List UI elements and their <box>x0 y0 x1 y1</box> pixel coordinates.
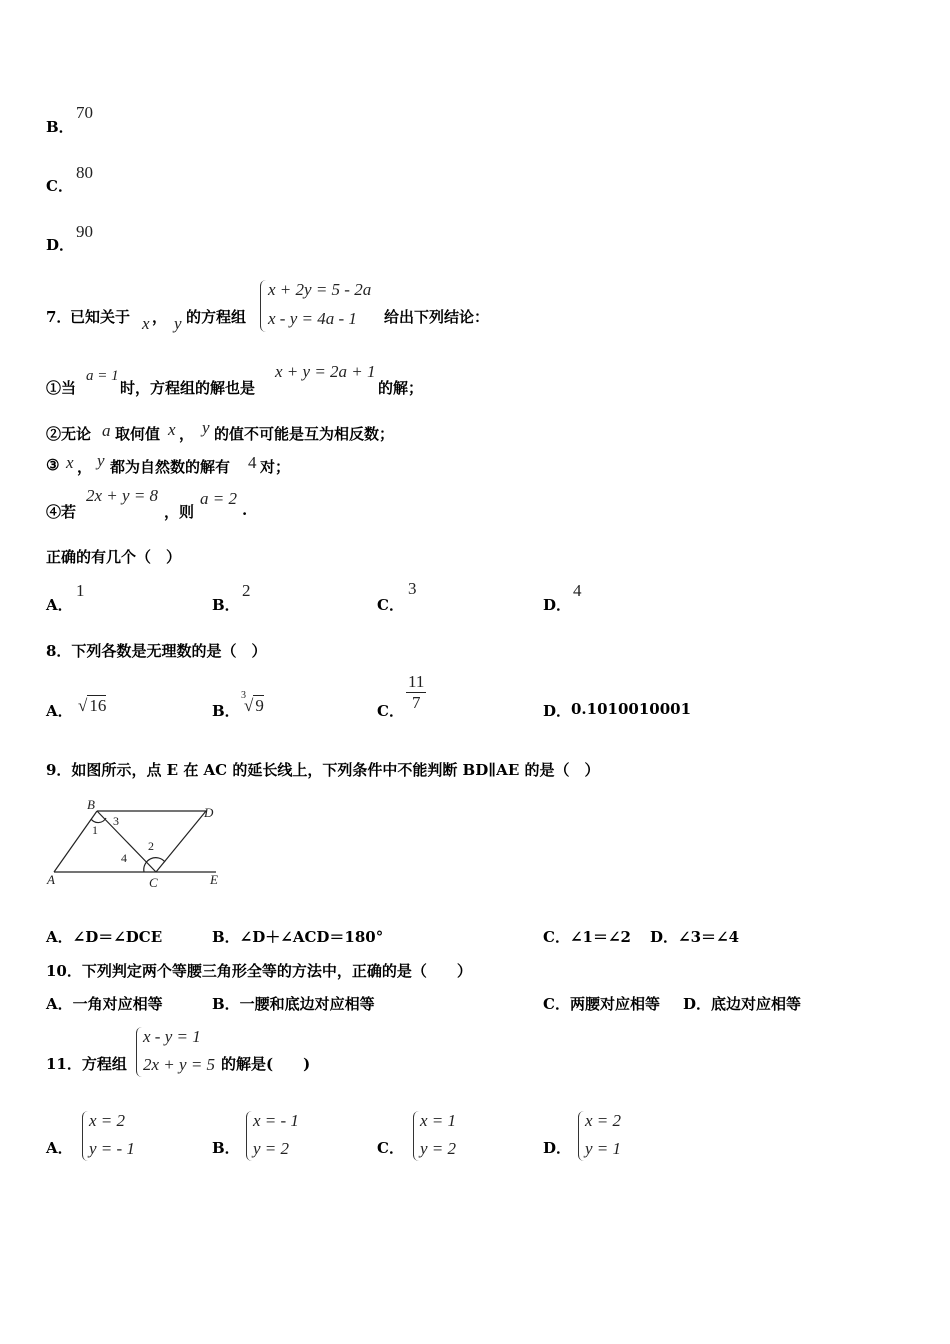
var-x: x <box>142 314 150 333</box>
conclusion-2-b: 取何值 <box>115 425 161 443</box>
cbrt-9: √ 9 <box>244 696 264 715</box>
conclusion-3-num: 4 <box>248 453 257 472</box>
angle-1: 1 <box>92 823 98 837</box>
system-brace <box>246 1111 253 1161</box>
conclusion-4-res: a = 2 <box>200 489 237 508</box>
option-label: D． <box>543 596 572 614</box>
conclusion-1-a: ①当 <box>46 379 77 397</box>
option-label: A． <box>46 596 73 614</box>
option-label: D． <box>543 702 572 720</box>
option-label: B． <box>46 118 74 136</box>
label-e: E <box>210 872 218 887</box>
conclusion-2-a: ②无论 <box>46 425 92 443</box>
option-label: C． <box>377 1139 404 1157</box>
option-value: 1 <box>76 581 85 600</box>
angle-4: 4 <box>121 851 127 865</box>
denominator: 7 <box>411 693 421 712</box>
line-ab <box>54 811 97 872</box>
label-c: C <box>149 875 158 890</box>
system-brace <box>578 1111 585 1161</box>
q7-stem-b: 的方程组 <box>186 308 247 326</box>
solution-y: y = 2 <box>253 1139 290 1158</box>
conclusion-4-b: ，则 <box>164 503 195 521</box>
geometry-figure <box>44 796 234 892</box>
line-dc <box>156 811 206 872</box>
radicand: 9 <box>255 696 264 715</box>
label-a: A <box>47 872 55 887</box>
conclusion-2-var: a <box>102 421 111 440</box>
solution-x: x = - 1 <box>253 1111 299 1130</box>
q11-stem: 11．方程组 <box>46 1055 127 1073</box>
conclusion-1-b: 时，方程组的解也是 <box>120 379 256 397</box>
system-brace <box>82 1111 89 1161</box>
comma: ， <box>179 425 195 443</box>
fraction-11-7 <box>406 672 426 713</box>
solution-x: x = 2 <box>89 1111 126 1130</box>
q10-option-b: B．一腰和底边对应相等 <box>212 995 375 1013</box>
q10-option-a: A．一角对应相等 <box>46 995 163 1013</box>
option-label: A． <box>46 1139 73 1157</box>
option-value: 80 <box>76 163 93 182</box>
option-value: 70 <box>76 103 93 122</box>
var-y: y <box>202 418 210 437</box>
option-value: 3 <box>408 579 417 598</box>
solution-y: y = 2 <box>420 1139 457 1158</box>
q11-tail: 的解是( ) <box>221 1055 311 1073</box>
conclusion-3-b: 都为自然数的解有 <box>110 458 231 476</box>
figure-lines <box>54 811 216 872</box>
label-d: D <box>204 805 214 820</box>
angle-3: 3 <box>113 814 119 828</box>
q9-option-b: B．∠D＋∠ACD＝180° <box>212 928 384 946</box>
solution-y: y = - 1 <box>89 1139 135 1158</box>
q7-stem-c: 给出下列结论： <box>384 308 490 326</box>
angle-2: 2 <box>148 839 154 853</box>
q9-stem: 9．如图所示，点 E 在 AC 的延长线上，下列条件中不能判断 BD∥AE 的是（ ） <box>46 761 600 779</box>
conclusion-1-eq: x + y = 2a + 1 <box>275 362 376 381</box>
q10-stem: 10．下列判定两个等腰三角形全等的方法中，正确的是（ ） <box>46 962 472 980</box>
option-label: A． <box>46 702 73 720</box>
system-eq1: x + 2y = 5 - 2a <box>268 280 372 299</box>
conclusion-4-a: ④若 <box>46 503 77 521</box>
q9-option-d: D．∠3＝∠4 <box>650 928 740 946</box>
conclusion-2-c: 的值不可能是互为相反数； <box>214 425 395 443</box>
q7-question: 正确的有几个（ ） <box>46 548 182 566</box>
conclusion-3-c: 对； <box>260 458 291 476</box>
conclusion-4-eq: 2x + y = 8 <box>86 486 159 505</box>
solution-x: x = 2 <box>585 1111 622 1130</box>
option-label: D． <box>46 236 75 254</box>
var-x: x <box>168 420 176 439</box>
q9-option-a: A．∠D＝∠DCE <box>46 928 163 946</box>
system-brace <box>136 1027 143 1077</box>
system-eq1: x - y = 1 <box>143 1027 201 1046</box>
option-label: D． <box>543 1139 572 1157</box>
conclusion-3-a: ③ <box>46 456 60 474</box>
q8-stem: 8．下列各数是无理数的是（ ） <box>46 642 267 660</box>
q7-stem-a: 已知关于 <box>70 308 131 326</box>
solution-y: y = 1 <box>585 1139 622 1158</box>
system-brace <box>260 280 267 332</box>
system-eq2: x - y = 4a - 1 <box>268 309 357 328</box>
option-label: C． <box>377 596 404 614</box>
var-x: x <box>66 453 74 472</box>
option-label: C． <box>377 702 404 720</box>
var-y: y <box>97 451 105 470</box>
comma: ， <box>77 458 93 476</box>
q10-option-d: D．底边对应相等 <box>683 995 802 1013</box>
option-label: B． <box>212 596 240 614</box>
option-label: C． <box>46 177 73 195</box>
comma: ， <box>152 308 168 326</box>
conclusion-4-c: . <box>242 501 248 519</box>
numerator: 11 <box>408 672 425 691</box>
sqrt-16: √ 16 <box>78 696 107 715</box>
var-y: y <box>174 314 182 333</box>
root-index: 3 <box>241 690 246 701</box>
system-eq2: 2x + y = 5 <box>143 1055 216 1074</box>
q10-option-c: C．两腰对应相等 <box>543 995 660 1013</box>
option-label: B． <box>212 1139 240 1157</box>
label-b: B <box>87 797 95 812</box>
option-value: 2 <box>242 581 251 600</box>
radicand: 16 <box>89 696 107 715</box>
option-value: 4 <box>573 581 582 600</box>
conclusion-1-cond: a = 1 <box>86 368 119 384</box>
conclusion-1-c: 的解； <box>378 379 424 397</box>
option-label: B． <box>212 702 240 720</box>
solution-x: x = 1 <box>420 1111 457 1130</box>
option-value: 90 <box>76 222 93 241</box>
decimal-value: 0.1010010001 <box>571 700 692 718</box>
system-brace <box>413 1111 420 1161</box>
q9-option-c: C．∠1＝∠2 <box>543 928 631 946</box>
q7-number: 7． <box>46 308 72 326</box>
